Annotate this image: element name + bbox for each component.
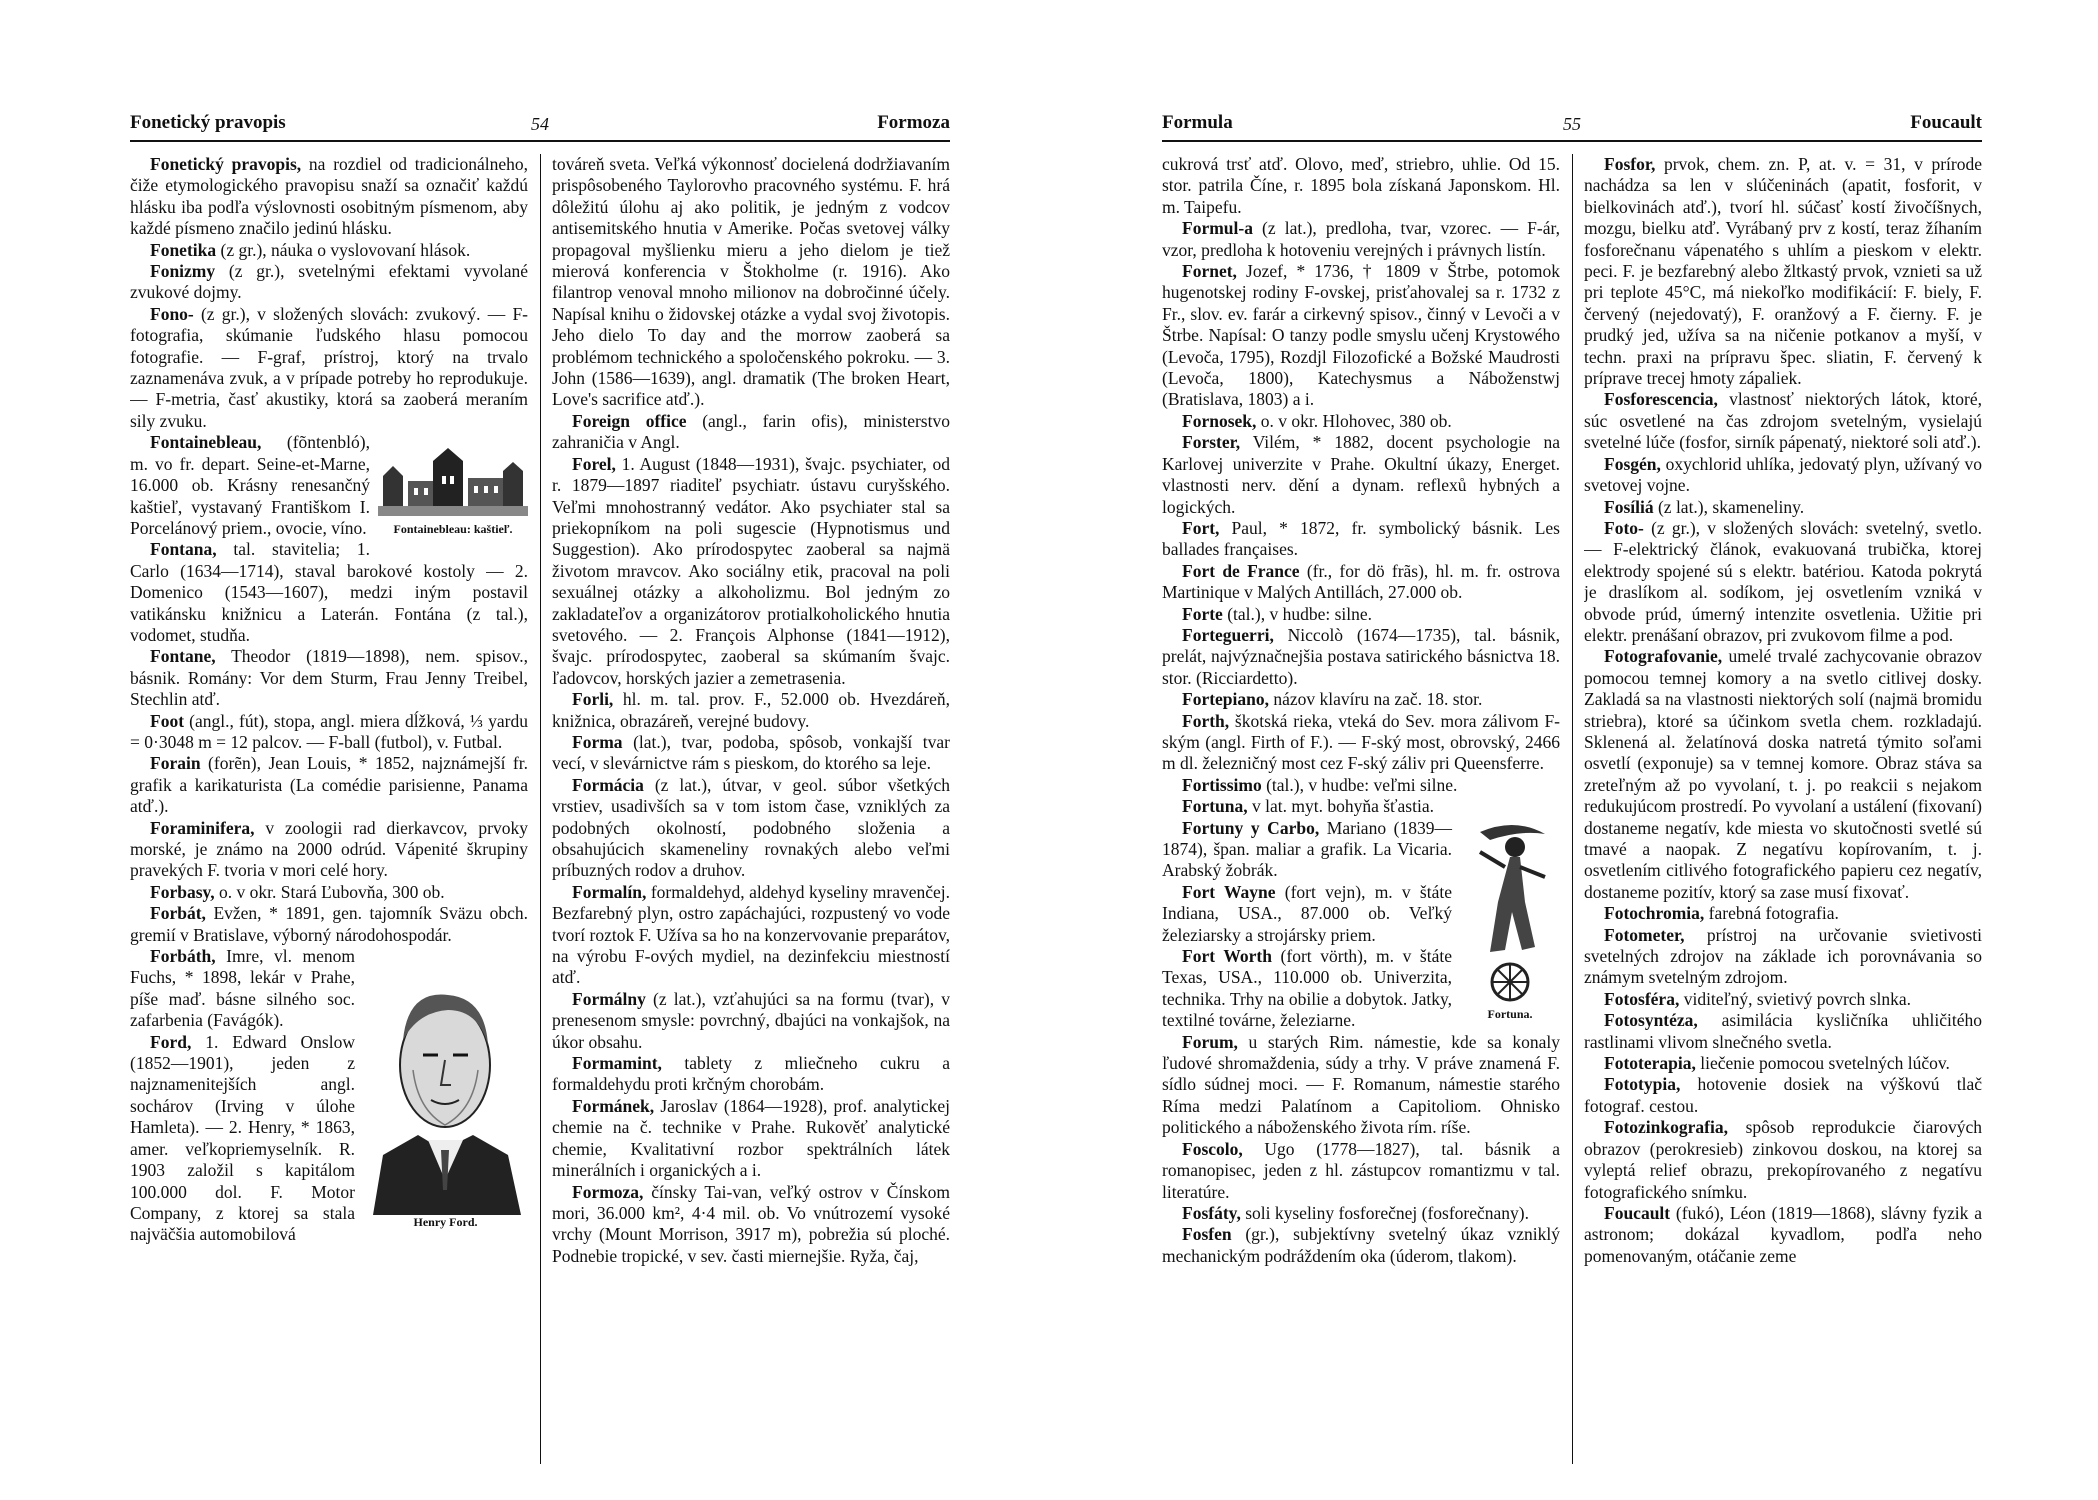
entry-text: cukrová trsť atď. Olovo, meď, striebro, uhlie. Od 15. stor. patrila Číne, r. 1895 bola získaná Japonskom. Hl. m. Taipefu. bbox=[1162, 154, 1560, 217]
entry-headword: Fototerapia, bbox=[1604, 1053, 1696, 1074]
entry-headword: Fornosek, bbox=[1182, 410, 1257, 431]
right-header-last-entry: Foucault bbox=[1910, 112, 1982, 133]
entry-headword: Fototypia, bbox=[1604, 1074, 1681, 1095]
entry-headword: Foot bbox=[150, 710, 185, 731]
dictionary-entry bbox=[1584, 497, 1982, 518]
entry-text: na rozdiel od tradicionálneho, čiže etymologického pravopisu snaží sa označiť každú hlásku iba podľa výslovnosti osobitným písmenom, aby každé písmeno značilo jedinú hlásku. bbox=[130, 154, 528, 239]
entry-text: viditeľný, svietivý povrch slnka. bbox=[1679, 988, 1911, 1009]
dictionary-entry bbox=[1162, 604, 1560, 625]
entry-headword: Foraminifera, bbox=[150, 817, 255, 838]
entry-text: (z lat.), vzťahujúci sa na formu (tvar), v prenesenom smysle: povrchný, dbajúci na vonkajšok, na úkor obsahu. bbox=[552, 988, 950, 1052]
entry-text: umelé trvalé zachycovanie obrazov pomocou temnej komory a na svetlo citlivej dosky. Zakladá sa na vlastnosti niektorých solí (najmä bromidu striebra), ktoré sa účinkom svetla chem. rozkladajú. Sklenená al. želatínová doska natretá týmito soľami osvetlí (exponuje) sa v temnej komore. Obraz stáva sa zreteľným až po vyvolaní, t. j. po reakcii s nejakom redukujúcom prostredí. Po vyvolaní a ustálení (fixovaní) dostaneme negatív, kde miesta vo skutočnosti svetlé sú tmavé a naopak. Z negatívu kopírovaním, t. j. osvetlením citlivého fotografického papieru cez negatív, dostaneme pozitív, ktorý sa zase musí fixovať. bbox=[1584, 646, 1982, 902]
dictionary-entry bbox=[130, 903, 528, 946]
entry-headword: Forteguerri, bbox=[1182, 624, 1274, 645]
dictionary-entry bbox=[552, 989, 950, 1053]
left-header-last-entry: Formoza bbox=[877, 112, 950, 133]
dictionary-entry bbox=[552, 689, 950, 732]
entry-headword: Forbát, bbox=[150, 903, 206, 924]
dictionary-entry bbox=[1162, 775, 1560, 796]
entry-headword: Fotochromia, bbox=[1604, 903, 1705, 924]
entry-headword: Forain bbox=[150, 753, 201, 774]
right-header-first-entry: Formula bbox=[1162, 112, 1233, 133]
entry-headword: Fontane, bbox=[150, 646, 216, 667]
dictionary-entry bbox=[552, 154, 950, 411]
column-rule bbox=[540, 154, 541, 1464]
entry-text: (z gr.), svetelnými efektami vyvolané zvukové dojmy. bbox=[130, 261, 528, 303]
entry-text: liečenie pomocou svetelných lúčov. bbox=[1695, 1053, 1950, 1074]
entry-headword: Fono- bbox=[150, 303, 194, 324]
entry-text: o. v okr. Hlohovec, 380 ob. bbox=[1256, 410, 1452, 431]
dictionary-entry bbox=[130, 539, 528, 646]
dictionary-entry bbox=[130, 154, 528, 240]
entry-text: (z lat.), útvar, v geol. súbor všetkých vrstiev, usadivších sa v tom istom čase, vzniklých za podobných okolností, podobného složenia a obsahujúcich skameneliny rovnakých alebo veľmi príbuzných rodov a druhov. bbox=[552, 774, 950, 881]
dictionary-entry bbox=[1162, 711, 1560, 775]
dictionary-entry bbox=[1584, 1053, 1982, 1074]
dictionary-entry bbox=[552, 882, 950, 989]
entry-headword: Foucault bbox=[1604, 1202, 1671, 1223]
dictionary-entry bbox=[130, 646, 528, 710]
entry-headword: Forma bbox=[572, 731, 623, 752]
fontainebleau-castle-illustration bbox=[378, 436, 528, 536]
entry-headword: Fosforescencia, bbox=[1604, 389, 1718, 410]
dictionary-entry bbox=[1162, 1032, 1560, 1139]
entry-headword: Forth, bbox=[1182, 710, 1230, 731]
dictionary-entry bbox=[130, 304, 528, 432]
figure-caption: Henry Ford. bbox=[413, 1215, 478, 1230]
entry-headword: Formálny bbox=[572, 988, 646, 1009]
entry-text: (angl., farin ofis), ministerstvo zahraničia v Angl. bbox=[552, 410, 950, 453]
right-running-header bbox=[1162, 110, 1982, 142]
entry-text: (z lat.), predloha, tvar, vzorec. — F-ár, vzor, predloha k hotoveniu verejných i právnych listín. bbox=[1162, 218, 1560, 260]
entry-headword: Fosfáty, bbox=[1182, 1202, 1241, 1223]
figure-caption: Fontainebleau: kaštieľ. bbox=[393, 522, 513, 537]
dictionary-entry bbox=[1162, 411, 1560, 432]
entry-text: prístroj na určovanie svietivosti svetelných zdrojov na základe ich porovnávania so známym svetelným zdrojom. bbox=[1584, 924, 1982, 988]
entry-headword: Formánek, bbox=[572, 1095, 655, 1116]
entry-text: v lat. myt. bohyňa šťastia. bbox=[1247, 796, 1434, 817]
entry-headword: Forbáth, bbox=[150, 946, 216, 967]
entry-text: asimilácia kysličníka uhličitého rastlinami vlivom slnečného svetla. bbox=[1584, 1010, 1982, 1052]
entry-text: Jozef, * 1736, † 1809 v Štrbe, potomok hugenotskej rodiny F-ovskej, prisťahovalej sa r. 1732 z Fr., slov. ev. farár a cirkevný spisov., činný v Levoči a v Štrbe. Napísal: O tanzy podle smyslu učenj Krystowého (Levoča, 1795), Rozdjl Filozofické a Božské Maudrosti (Levoča, 1800), Katechysmus a Náboženstwj (Bratislava, 1803) a i. bbox=[1162, 261, 1560, 410]
entry-headword: Ford, bbox=[150, 1031, 192, 1052]
dictionary-entry bbox=[130, 818, 528, 882]
entry-headword: Fontana, bbox=[150, 539, 217, 560]
entry-text: Niccolò (1674—1735), tal. básnik, prelát, najvýznačnejšia postava satirického básnictva 18. stor. (Ricciardetto). bbox=[1162, 624, 1560, 688]
entry-headword: Formácia bbox=[572, 774, 644, 795]
dictionary-entry bbox=[552, 775, 950, 882]
dictionary-entry bbox=[1584, 518, 1982, 646]
entry-text: (z lat.), skameneliny. bbox=[1653, 496, 1805, 517]
dictionary-entry bbox=[1162, 261, 1560, 411]
entry-text: čínsky Tai-van, veľký ostrov v Čínskom mori, 36.000 km², 4·4 mil. ob. Vo vnútrozemí vysoké vrchy (Mount Morrison, 3917 m), pobrežia sú ploché. Podnebie tropické, v sev. časti miernejšie. Ryža, čaj, bbox=[552, 1181, 950, 1266]
dictionary-entry bbox=[1162, 689, 1560, 710]
entry-headword: Fortuna, bbox=[1182, 796, 1248, 817]
entry-text: o. v okr. Stará Ľubovňa, 300 ob. bbox=[214, 881, 445, 902]
dictionary-entry bbox=[1584, 1117, 1982, 1203]
left-page bbox=[130, 110, 950, 1470]
dictionary-entry bbox=[1162, 796, 1560, 817]
entry-text: oxychlorid uhlíka, jedovatý plyn, užívaný vo svetovej vojne. bbox=[1584, 453, 1982, 496]
dictionary-entry bbox=[1584, 389, 1982, 453]
entry-headword: Forum, bbox=[1182, 1031, 1238, 1052]
entry-text: (fort vörth), m. v štáte Texas, USA., 110.000 ob. Univerzita, technika. Trhy na obilie a dobytok. Jatky, textilné továrne, železiarne. bbox=[1162, 946, 1452, 1031]
entry-headword: Forte bbox=[1182, 603, 1223, 624]
dictionary-entry bbox=[1162, 154, 1560, 218]
entry-text: (tal.), v hudbe: silne. bbox=[1222, 603, 1373, 624]
dictionary-entry bbox=[552, 1053, 950, 1096]
entry-text: hotovenie dosiek na výškovú tlač fotograf. cestou. bbox=[1584, 1074, 1982, 1116]
entry-text: formaldehyd, aldehyd kyseliny mravenčej. Bezfarebný plyn, ostro zapáchajúci, rozpustený vo vode tvorí roztok F. Užíva sa ho na konzervovanie preparátov, na výrobu F-ových mydiel, na dezinfekciu miestností atď. bbox=[552, 881, 950, 988]
entry-text: vlastnosť niektorých látok, ktoré, súc osvetlené na čas zdrojom svetelným, vysielajú svetelné lúče (fosfor, sirník pápenatý, niektoré soli atď.). bbox=[1584, 389, 1982, 453]
dictionary-entry bbox=[130, 240, 528, 261]
dictionary-entry bbox=[1584, 903, 1982, 924]
dictionary-entry bbox=[552, 1096, 950, 1182]
dictionary-entry bbox=[1162, 1139, 1560, 1203]
dictionary-entry bbox=[130, 882, 528, 903]
right-page-column-2 bbox=[1584, 154, 1982, 1464]
entry-text: hl. m. tal. prov. F., 52.000 ob. Hvezdáreň, knižnica, obrazáreň, verejné budovy. bbox=[552, 689, 950, 731]
entry-headword: Fonizmy bbox=[150, 261, 216, 282]
entry-text: (gr.), subjektívny svetelný úkaz vzniklý mechanickým podráždením oka (úderom, tlakom). bbox=[1162, 1224, 1560, 1266]
figure-caption: Fortuna. bbox=[1487, 1006, 1533, 1021]
entry-text: (fukó), Léon (1819—1868), slávny fyzik a astronom; dokázal kyvadlom, podľa neho pomenovaným, otáčanie zeme bbox=[1584, 1202, 1982, 1266]
dictionary-entry bbox=[1584, 454, 1982, 497]
entry-headword: Foreign office bbox=[572, 410, 687, 431]
entry-text: názov klavíru na zač. 18. stor. bbox=[1269, 689, 1483, 710]
dictionary-entry bbox=[1584, 989, 1982, 1010]
entry-headword: Fosfen bbox=[1182, 1224, 1232, 1245]
entry-headword: Forbasy, bbox=[150, 881, 215, 902]
dictionary-entry bbox=[1162, 432, 1560, 518]
entry-headword: Fotosyntéza, bbox=[1604, 1010, 1698, 1031]
dictionary-entry bbox=[1584, 1010, 1982, 1053]
entry-headword: Fort, bbox=[1182, 517, 1220, 538]
dictionary-entry bbox=[552, 1182, 950, 1268]
entry-headword: Fonetika bbox=[150, 239, 217, 260]
entry-text: (fõntenbló), m. vo fr. depart. Seine-et-Marne, 16.000 ob. Krásny renesančný kaštieľ, vystavaný Františkom I. Porcelánový priem., ovocie, víno. bbox=[130, 432, 370, 538]
entry-headword: Fort Wayne bbox=[1182, 881, 1276, 902]
dictionary-entry bbox=[552, 732, 950, 775]
entry-text: 1. Edward Onslow (1852—1901), jeden z najznamenitejších angl. sochárov (Irving v úlohe Hamleta). — 2. Henry, * 1863, amer. veľkopriemyselník. R. 1903 založil s kapitálom 100.000 dol. F. Motor Company, z ktorej sa stala najväčšia automobilová bbox=[130, 1031, 355, 1245]
dictionary-entry bbox=[552, 454, 950, 689]
dictionary-entry bbox=[130, 261, 528, 304]
entry-text: (tal.), v hudbe: veľmi silne. bbox=[1261, 774, 1458, 795]
right-page-column-1 bbox=[1162, 154, 1560, 1464]
entry-text: (angl., fút), stopa, angl. miera dĺžková, ⅓ yardu = 0·3048 m = 12 palcov. — F-ball (futbol), v. Futbal. bbox=[130, 710, 528, 752]
dictionary-entry bbox=[130, 753, 528, 817]
entry-text: u starých Rim. námestie, kde sa konaly ľudové shromaždenia, súdy a trhy. V práve znamená F. sídlo súdnej moci. — F. Romanum, námestie starého Ríma medzi Palatínom a Capitoliom. Ohnisko politického a náboženského života rím. ríše. bbox=[1162, 1031, 1560, 1138]
entry-headword: Fornet, bbox=[1182, 261, 1237, 282]
entry-headword: Fosfor, bbox=[1604, 154, 1656, 174]
left-page-number: 54 bbox=[531, 114, 549, 134]
right-page-number: 55 bbox=[1563, 114, 1581, 134]
fortuna-goddess-illustration bbox=[1460, 822, 1560, 1021]
entry-text: Theodor (1819—1898), nem. spisov., básnik. Romány: Vor dem Sturm, Frau Jenny Treibel, Stechlin atď. bbox=[130, 646, 528, 710]
entry-text: Vilém, * 1882, docent psychologie na Karlovej univerzite v Prahe. Okultní úkazy, Energet. vlastnosti nerv. dění a dynam. reflexů hybných a logických. bbox=[1162, 432, 1560, 517]
entry-text: spôsob reprodukcie čiarových obrazov (perokresieb) zinkovou doskou, na ktorej sa vyleptá relief obrazu, prekopírovaného z negatívu fotografického snímku. bbox=[1584, 1117, 1982, 1202]
column-rule bbox=[1572, 154, 1573, 1464]
entry-text: tablety z mliečneho cukru a formaldehydu proti krčným chorobám. bbox=[552, 1053, 950, 1095]
entry-text: škotská rieka, vteká do Sev. mora zálivom F-ským (angl. Firth of F.). — F-ský most, obrovský, 2466 m dl. železničný most cez F-ský záliv pri Queensferre. bbox=[1162, 710, 1560, 774]
entry-headword: Fotometer, bbox=[1604, 924, 1685, 945]
entry-headword: Fosíliá bbox=[1604, 496, 1654, 517]
entry-headword: Formamint, bbox=[572, 1053, 662, 1074]
entry-headword: Fotozinkografia, bbox=[1604, 1117, 1728, 1138]
dictionary-entry bbox=[1162, 1224, 1560, 1267]
dictionary-entry bbox=[1584, 925, 1982, 989]
entry-headword: Fortepiano, bbox=[1182, 689, 1270, 710]
henry-ford-portrait-illustration bbox=[363, 950, 528, 1229]
entry-text: (forẽn), Jean Louis, * 1852, najznámejší fr. grafik a karikaturista (La comédie parisienne, Panama atď.). bbox=[130, 753, 528, 817]
entry-text: (z gr.), v složených slovách: svetelný, svetlo. — F-elektrický článok, evakuovaná trubička, ktorej elektrody spojené sú s elektr. batériou. Katoda pokrytá je draslíkom al. sodíkom, jej osvetlením vzniká v obvode prúd, úmerný intenzite osvetlenia. Užitie pri elektr. prenášaní obrazov, pri zvukovom filme a pod. bbox=[1584, 517, 1982, 645]
entry-text: (z gr.), náuka o vyslovovaní hlások. bbox=[216, 239, 471, 260]
entry-headword: Formalín, bbox=[572, 881, 647, 902]
entry-headword: Fotografovanie, bbox=[1604, 646, 1723, 667]
entry-text: v zoologii rad dierkavcov, prvoky morské, je známo na 2000 odrúd. Vápenité škrupiny pravekých F. tvoria v mori celé hory. bbox=[130, 817, 528, 881]
entry-text: (fr., for dö frãs), hl. m. fr. ostrova Martinique v Malých Antillách, 27.000 ob. bbox=[1162, 560, 1560, 603]
left-running-header bbox=[130, 110, 950, 142]
dictionary-entry bbox=[1162, 1203, 1560, 1224]
entry-headword: Fortuny y Carbo, bbox=[1182, 817, 1320, 838]
dictionary-entry bbox=[1162, 625, 1560, 689]
entry-text: Ugo (1778—1827), tal. básnik a romanopisec, jeden z hl. zástupcov romantizmu v tal. literatúre. bbox=[1162, 1138, 1560, 1202]
dictionary-entry bbox=[1162, 561, 1560, 604]
entry-text: (z gr.), v složených slovách: zvukový. — F-fotografia, skúmanie ľudského hlasu pomocou fotografie. — F-graf, prístroj, ktorý na trvalo zaznamenáva zvuk, a v prípade potreby ho reprodukuje. — F-metria, časť akustiky, ktorá sa zaoberá meraním sily zvuku. bbox=[130, 303, 528, 431]
entry-headword: Fort de France bbox=[1182, 560, 1300, 581]
entry-text: Evžen, * 1891, gen. tajomník Sväzu obch. gremií v Bratislave, výborný národohospodár. bbox=[130, 903, 528, 945]
entry-text: Imre, vl. menom Fuchs, * 1898, lekár v Prahe, píše maď. básne silného soc. zafarbenia (Favágók). bbox=[130, 946, 355, 1031]
entry-text: Jaroslav (1864—1928), prof. analytickej chemie na č. technike v Prahe. Rukověť analytické chemie, Kvalitativní rozbor spektrálních látek minerálních i organických a i. bbox=[552, 1095, 950, 1181]
dictionary-entry bbox=[552, 411, 950, 454]
entry-headword: Fontainebleau, bbox=[150, 432, 262, 453]
left-page-column-2 bbox=[552, 154, 950, 1464]
entry-text: farebná fotografia. bbox=[1704, 903, 1839, 924]
entry-headword: Forli, bbox=[572, 689, 614, 710]
dictionary-entry bbox=[1584, 646, 1982, 903]
entry-text: (fort vejn), m. v štáte Indiana, USA., 87.000 ob. Veľký železiarsky a strojársky priem. bbox=[1162, 881, 1452, 945]
dictionary-entry bbox=[1584, 1074, 1982, 1117]
entry-headword: Formoza, bbox=[572, 1181, 644, 1202]
dictionary-entry bbox=[1162, 218, 1560, 261]
entry-text: Mariano (1839—1874), špan. maliar a grafik. La Vicaria. Arabský žobrák. bbox=[1162, 817, 1452, 881]
dictionary-entry bbox=[1584, 154, 1982, 389]
dictionary-entry bbox=[130, 711, 528, 754]
left-page-column-1 bbox=[130, 154, 528, 1464]
entry-headword: Formul-a bbox=[1182, 218, 1253, 239]
entry-text: prvok, chem. zn. P, at. v. = 31, v prírode nachádza sa len v slúčeninách (apatit, fosforit, v bielkovinách atď.), tvorí hl. súčasť kostí živočíšnych, mozgu, bielku atď. Vyrábaný prv z kostí, teraz žíhaním fosforečnanu vápenatého s uhlím a pieskom v elektr. peci. F. je bezfarebný alebo žltkastý prvok, vznieti sa už pri teplote 45°C, má niekoľko modifikácií: F. biely, F. červený (nejedovatý), F. oranžový a F. čierny. F. je prudký jed, užíva sa na ničenie potkanov a myší, v techn. praxi na prípravu špec. sliatin, F. červený k príprave trecej hmoty zápaliek. bbox=[1584, 154, 1982, 389]
dictionary-entry bbox=[1162, 518, 1560, 561]
entry-text: 1. August (1848—1931), švajc. psychiater, od r. 1879—1897 riaditeľ psychiatr. ústavu curyšského. Veľmi mnohostranný vedátor. Ako psychiater stal sa priekopníkom na poli sugescie (Hypnotismus und Suggestion). Ako prírodospytec zaoberal sa najmä životom mravcov. Ako sociálny etik, pracoval na poli sexuálnej otázky a alkoholizmu. Bol jedným zo zakladateľov a organizátorov protialkoholického hnutia svetového. — 2. François Alphonse (1841—1912), švajc. prírodospytec, zaoberal sa skúmaním švajc. ľadovcov, horských jazier a zemetrasenia. bbox=[552, 453, 950, 688]
dictionary-entry bbox=[1584, 1203, 1982, 1267]
entry-headword: Foscolo, bbox=[1182, 1138, 1243, 1159]
entry-headword: Foto- bbox=[1604, 517, 1644, 538]
entry-headword: Fonetický pravopis, bbox=[150, 154, 302, 174]
entry-headword: Fosgén, bbox=[1604, 453, 1661, 474]
entry-headword: Fotosféra, bbox=[1604, 988, 1680, 1009]
entry-text: tal. stavitelia; 1. Carlo (1634—1714), staval barokové kostoly — 2. Domenico (1543—1607), medzi iným postavil vatikánsku knižnicu a Laterán. Fontána (z tal.), vodomet, studňa. bbox=[130, 539, 528, 645]
entry-text: (lat.), tvar, podoba, spôsob, vonkajší tvar vecí, v slevárnictve rám s pieskom, do ktorého sa leje. bbox=[552, 731, 950, 774]
entry-headword: Fort Worth bbox=[1182, 946, 1272, 967]
entry-text: Paul, * 1872, fr. symbolický básnik. Les ballades françaises. bbox=[1162, 517, 1560, 560]
right-page bbox=[1162, 110, 1982, 1470]
left-header-first-entry: Fonetický pravopis bbox=[130, 112, 286, 133]
entry-text: továreň sveta. Veľká výkonnosť docielená dodržiavaním prispôsobeného Taylorovho pracovného systému. F. hrá dôležitú úlohu aj ako politik, je jedným z vodcov antisemitského hnutia v Amerike. Počas svetovej války propagoval myšlienku mieru a jeho dielom je tiež mierová konferencia v Štokholme (r. 1916). Ako filantrop venoval mnoho milionov na dobročinné účely. Napísal knihu o židovskej otázke a vydal svoj životopis. Jeho dielo To day and the morrow zaoberá sa problémom technického a spoločenského pokroku. — 3. John (1586—1639), angl. dramatik (The broken Heart, Love's sacrifice atď.). bbox=[552, 154, 950, 410]
entry-text: soli kyseliny fosforečnej (fosforečnany). bbox=[1240, 1202, 1529, 1223]
entry-headword: Forster, bbox=[1182, 432, 1241, 453]
entry-headword: Fortissimo bbox=[1182, 774, 1262, 795]
entry-headword: Forel, bbox=[572, 453, 616, 474]
